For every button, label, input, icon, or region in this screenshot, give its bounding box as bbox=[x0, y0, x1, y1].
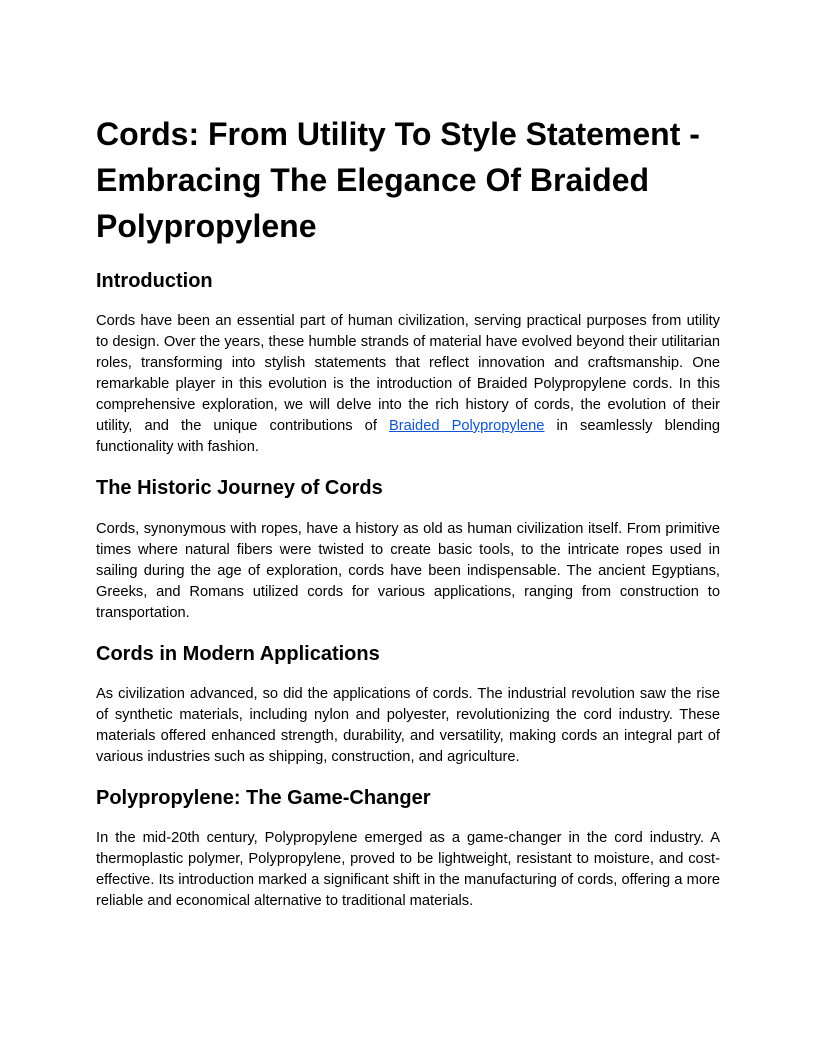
introduction-text-before-link: Cords have been an essential part of human civilization, serving practical purposes from utility to design. Over the years, these humble strands of material have evolved beyond their utilitarian roles, transforming into stylish statements that reflect innovation and craftsmanship. One remarkable player in this evolution is the introduction of Braided Polypropylene cords. In this comprehensive exploration, we will delve into the rich history of cords, the evolution of their utility, and the unique contributions of bbox=[96, 313, 720, 434]
paragraph-polypropylene: In the mid-20th century, Polypropylene emerged as a game-changer in the cord industry. A thermoplastic polymer, Polypropylene, proved to be lightweight, resistant to moisture, and cost-effective. Its introduction marked a significant shift in the manufacturing of cords, offering a more reliable and economical alternative to traditional materials. bbox=[96, 830, 720, 909]
paragraph-introduction bbox=[96, 311, 720, 458]
heading-polypropylene: Polypropylene: The Game-Changer bbox=[96, 787, 431, 809]
paragraph-historic-journey: Cords, synonymous with ropes, have a history as old as human civilization itself. From primitive times where natural fibers were twisted to create basic tools, to the intricate ropes used in sailing during the age of exploration, cords have been indispensable. The ancient Egyptians, Greeks, and Romans utilized cords for various applications, ranging from construction to transportation. bbox=[96, 521, 720, 621]
paragraph-modern-applications: As civilization advanced, so did the applications of cords. The industrial revolution saw the rise of synthetic materials, including nylon and polyester, revolutionizing the cord industry. These materials offered enhanced strength, durability, and versatility, making cords an integral part of various industries such as shipping, construction, and agriculture. bbox=[96, 686, 720, 765]
braided-polypropylene-link[interactable]: Braided Polypropylene bbox=[388, 418, 545, 434]
document-body bbox=[96, 111, 720, 912]
heading-historic-journey: The Historic Journey of Cords bbox=[96, 477, 383, 499]
introduction-text-after-link: in seamlessly blending functionality with fashion. bbox=[96, 418, 721, 455]
heading-introduction: Introduction bbox=[96, 270, 213, 292]
page-title: Cords: From Utility To Style Statement - Embracing The Elegance Of Braided Polypropylene bbox=[96, 116, 700, 244]
heading-modern-applications: Cords in Modern Applications bbox=[96, 643, 380, 665]
